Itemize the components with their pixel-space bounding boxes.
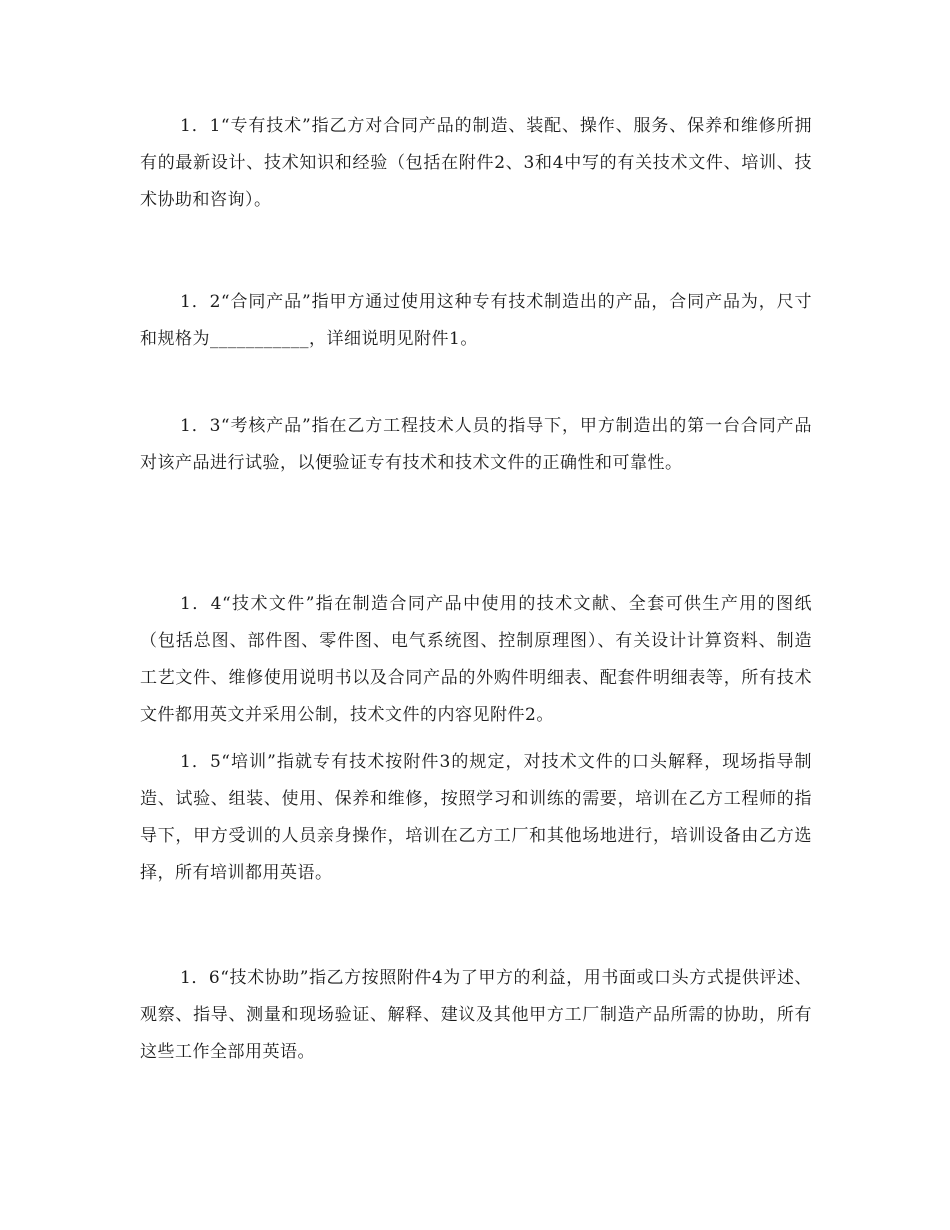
clause-1-4-paragraph: 1．4“技术文件”指在制造合同产品中使用的技术文献、全套可供生产用的图纸（包括总图、部件图、零件图、电气系统图、控制原理图）、有关设计计算资料、制造工艺文件、维修使用说明书以及合同产品的外购件明细表、配套件明细表等，所有技术文件都用英文并采用公制，技术文件的内容见附件2。 (140, 594, 812, 725)
clause-1-1-paragraph: 1．1“专有技术”指乙方对合同产品的制造、装配、操作、服务、保养和维修所拥有的最新设计、技术知识和经验（包括在附件2、3和4中写的有关技术文件、培训、技术协助和咨询）。 (140, 116, 812, 210)
clause-1-2-paragraph: 1．2“合同产品”指甲方通过使用这种专有技术制造出的产品，合同产品为，尺寸和规格为___________，详细说明见附件1。 (140, 292, 812, 349)
clause-1-5-paragraph: 1．5“培训”指就专有技术按附件3的规定，对技术文件的口头解释，现场指导制造、试验、组装、使用、保养和维修，按照学习和训练的需要，培训在乙方工程师的指导下，甲方受训的人员亲身操作，培训在乙方工厂和其他场地进行，培训设备由乙方选择，所有培训都用英语。 (140, 752, 812, 883)
clause-1-6-paragraph: 1．6“技术协助”指乙方按照附件4为了甲方的利益，用书面或口头方式提供评述、观察、指导、测量和现场验证、解释、建议及其他甲方工厂制造产品所需的协助，所有这些工作全部用英语。 (140, 968, 812, 1062)
clause-1-3-paragraph: 1．3“考核产品”指在乙方工程技术人员的指导下，甲方制造出的第一台合同产品对该产品进行试验，以便验证专有技术和技术文件的正确性和可靠性。 (140, 416, 812, 473)
